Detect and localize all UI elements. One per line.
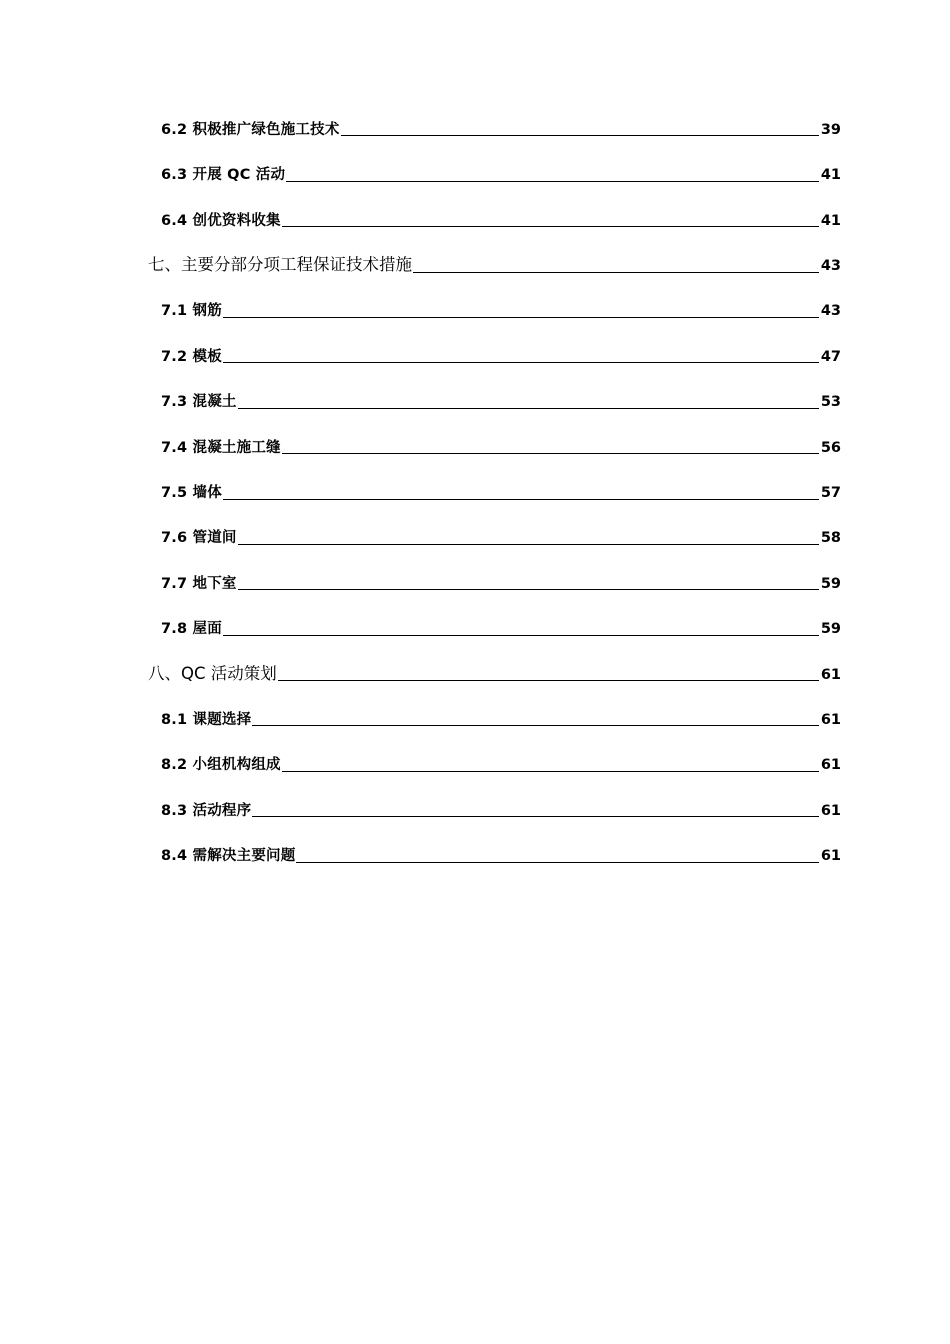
toc-entry-title: 8.3 活动程序 bbox=[161, 802, 252, 819]
toc-page-number: 59 bbox=[820, 575, 841, 592]
toc-leader-line bbox=[413, 271, 819, 273]
toc-leader-line bbox=[296, 861, 818, 863]
toc-page-number: 61 bbox=[820, 757, 841, 774]
toc-leader-line bbox=[282, 225, 819, 227]
toc-page-number: 61 bbox=[820, 848, 841, 865]
toc-entry-7-6[interactable] bbox=[0, 511, 950, 556]
toc-leader-line bbox=[238, 543, 819, 545]
toc-entry-7-8[interactable] bbox=[0, 601, 950, 646]
toc-entry-title: 7.8 屋面 bbox=[161, 621, 222, 638]
toc-entry-title: 7.7 地下室 bbox=[161, 575, 237, 592]
toc-chapter-title: 七、主要分部分项工程保证技术措施 bbox=[148, 255, 412, 275]
toc-page-number: 41 bbox=[820, 167, 841, 184]
table-of-contents bbox=[0, 102, 950, 874]
toc-page-number: 58 bbox=[820, 530, 841, 547]
toc-page-number: 39 bbox=[820, 121, 841, 138]
toc-entry-7-5[interactable] bbox=[0, 465, 950, 510]
toc-page-number: 61 bbox=[820, 711, 841, 728]
toc-entry-6-4[interactable] bbox=[0, 193, 950, 238]
toc-entry-8-1[interactable] bbox=[0, 692, 950, 737]
toc-page-number: 56 bbox=[820, 439, 841, 456]
toc-entry-8-4[interactable] bbox=[0, 828, 950, 873]
toc-page-number: 57 bbox=[820, 485, 841, 502]
toc-entry-6-2[interactable] bbox=[0, 102, 950, 147]
toc-chapter-title: 八、QC 活动策划 bbox=[148, 663, 277, 683]
toc-leader-line bbox=[341, 134, 819, 136]
toc-page-number: 53 bbox=[820, 394, 841, 411]
toc-leader-line bbox=[278, 679, 819, 681]
toc-page-number: 61 bbox=[820, 666, 841, 683]
toc-page-number: 41 bbox=[820, 212, 841, 229]
toc-entry-title: 6.2 积极推广绿色施工技术 bbox=[161, 121, 340, 138]
toc-leader-line bbox=[282, 770, 819, 772]
toc-entry-7-1[interactable] bbox=[0, 284, 950, 329]
toc-entry-7-3[interactable] bbox=[0, 374, 950, 419]
toc-entry-title: 8.4 需解决主要问题 bbox=[161, 848, 296, 865]
toc-entry-8-3[interactable] bbox=[0, 783, 950, 828]
toc-entry-6-3[interactable] bbox=[0, 147, 950, 192]
toc-leader-line bbox=[223, 316, 819, 318]
toc-entry-title: 7.2 模板 bbox=[161, 348, 222, 365]
toc-leader-line bbox=[282, 452, 819, 454]
toc-leader-line bbox=[238, 588, 819, 590]
toc-entry-title: 8.2 小组机构组成 bbox=[161, 757, 281, 774]
toc-entry-title: 7.1 钢筋 bbox=[161, 303, 222, 320]
toc-leader-line bbox=[238, 407, 819, 409]
toc-leader-line bbox=[286, 180, 819, 182]
toc-entry-8-2[interactable] bbox=[0, 737, 950, 782]
toc-entry-7-7[interactable] bbox=[0, 556, 950, 601]
toc-leader-line bbox=[252, 815, 818, 817]
toc-entry-title: 7.4 混凝土施工缝 bbox=[161, 439, 281, 456]
toc-page-number: 43 bbox=[820, 258, 841, 275]
toc-entry-title: 6.3 开展 QC 活动 bbox=[161, 167, 286, 184]
toc-chapter-7[interactable] bbox=[0, 238, 950, 283]
toc-entry-7-2[interactable] bbox=[0, 329, 950, 374]
toc-page-number: 43 bbox=[820, 303, 841, 320]
toc-leader-line bbox=[223, 361, 819, 363]
toc-leader-line bbox=[252, 724, 818, 726]
toc-page-number: 59 bbox=[820, 621, 841, 638]
toc-entry-title: 8.1 课题选择 bbox=[161, 711, 252, 728]
toc-page-number: 61 bbox=[820, 802, 841, 819]
toc-page-number: 47 bbox=[820, 348, 841, 365]
toc-leader-line bbox=[223, 634, 819, 636]
toc-entry-title: 6.4 创优资料收集 bbox=[161, 212, 281, 229]
toc-entry-title: 7.6 管道间 bbox=[161, 530, 237, 547]
toc-entry-title: 7.3 混凝土 bbox=[161, 394, 237, 411]
toc-entry-7-4[interactable] bbox=[0, 420, 950, 465]
toc-chapter-8[interactable] bbox=[0, 647, 950, 692]
toc-leader-line bbox=[223, 498, 819, 500]
toc-entry-title: 7.5 墙体 bbox=[161, 485, 222, 502]
